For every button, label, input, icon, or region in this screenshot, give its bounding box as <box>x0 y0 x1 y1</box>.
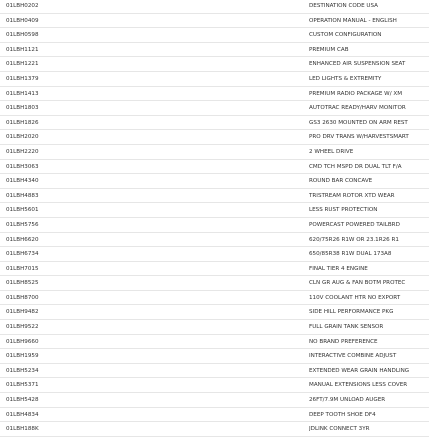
table-row <box>0 349 429 364</box>
table-row <box>0 247 429 262</box>
table-row <box>0 145 429 160</box>
option-description: AUTOTRAC READY/HARV MONITOR <box>309 105 406 112</box>
option-code: 01LBH0409 <box>6 17 39 24</box>
table-row <box>0 101 429 116</box>
option-code: 01LBH0598 <box>6 32 39 39</box>
table-row <box>0 28 429 43</box>
table-row <box>0 160 429 175</box>
option-code: 01LBH2220 <box>6 148 39 155</box>
table-row <box>0 87 429 102</box>
option-code: 01LBH6734 <box>6 251 39 258</box>
table-row <box>0 364 429 379</box>
option-code: 01LBH8700 <box>6 294 39 301</box>
option-code: 01LBH5428 <box>6 397 39 404</box>
option-description: CMD TCH MSPD DR DUAL TLT F/A <box>309 163 402 170</box>
option-description: TRISTREAM ROTOR XTD WEAR <box>309 192 395 199</box>
option-code: 01LBH4834 <box>6 411 39 418</box>
option-code: 01LBH9660 <box>6 338 39 345</box>
option-description: CUSTOM CONFIGURATION <box>309 32 382 39</box>
option-code: 01LBH5371 <box>6 382 39 389</box>
table-row <box>0 305 429 320</box>
option-description: 2 WHEEL DRIVE <box>309 148 354 155</box>
option-code: 01LBH1413 <box>6 90 39 97</box>
option-description: PRO DRV TRANS W/HARVESTSMART <box>309 134 409 141</box>
table-row <box>0 203 429 218</box>
table-row <box>0 378 429 393</box>
table-row <box>0 276 429 291</box>
table-row <box>0 320 429 335</box>
option-description: LESS RUST PROTECTION <box>309 207 378 214</box>
option-description: JDLINK CONNECT 3YR <box>309 426 370 433</box>
table-row <box>0 408 429 423</box>
table-row <box>0 233 429 248</box>
option-description: EXTENDED WEAR GRAIN HANDLING <box>309 367 410 374</box>
option-description: DESTINATION CODE USA <box>309 3 378 9</box>
table-row <box>0 130 429 145</box>
option-description: INTERACTIVE COMBINE ADJUST <box>309 353 397 360</box>
option-description: POWERCAST POWERED TAILBRD <box>309 221 400 228</box>
option-code: 01LBH2020 <box>6 134 39 141</box>
option-description: 26FT/7.9M UNLOAD AUGER <box>309 397 386 404</box>
option-description: 650/85R38 R1W DUAL 173A8 <box>309 251 392 258</box>
option-description: DEEP TOOTH SHOE DF4 <box>309 411 376 418</box>
option-description: OPERATION MANUAL - ENGLISH <box>309 17 397 24</box>
option-description: 110V COOLANT HTR NO EXPORT <box>309 294 401 301</box>
option-description: PREMIUM CAB <box>309 46 349 53</box>
option-description: GS3 2630 MOUNTED ON ARM REST <box>309 119 408 126</box>
option-description: SIDE HILL PERFORMANCE PKG <box>309 309 394 316</box>
option-code: 01LBH6620 <box>6 236 39 243</box>
table-row <box>0 422 429 437</box>
table-row <box>0 291 429 306</box>
table-row <box>0 335 429 350</box>
option-description: CLN GR AUG & FAN BOTM PROTEC <box>309 280 406 287</box>
option-code: 01LBH7015 <box>6 265 39 272</box>
table-row <box>0 262 429 277</box>
table-row <box>0 393 429 408</box>
option-description: ENHANCED AIR SUSPENSION SEAT <box>309 61 406 68</box>
option-description: FINAL TIER 4 ENGINE <box>309 265 368 272</box>
table-row <box>0 14 429 29</box>
table-row <box>0 218 429 233</box>
table-row <box>0 0 429 14</box>
option-code: 01LBH4883 <box>6 192 39 199</box>
option-code: 01LBH1803 <box>6 105 39 112</box>
option-code: 01LBH4340 <box>6 178 39 185</box>
table-row <box>0 57 429 72</box>
option-code: 01LBH1826 <box>6 119 39 126</box>
option-code: 01LBH1221 <box>6 61 39 68</box>
option-description: ROUND BAR CONCAVE <box>309 178 373 185</box>
option-description: LED LIGHTS & EXTREMITY <box>309 75 382 82</box>
option-code: 01LBH8525 <box>6 280 39 287</box>
option-description: MANUAL EXTENSIONS LESS COVER <box>309 382 408 389</box>
option-code: 01LBH9482 <box>6 309 39 316</box>
option-code: 01LBH5756 <box>6 221 39 228</box>
table-row <box>0 43 429 58</box>
option-description: FULL GRAIN TANK SENSOR <box>309 324 384 331</box>
table-row <box>0 72 429 87</box>
option-code: 01LBH1959 <box>6 353 39 360</box>
option-description: PREMIUM RADIO PACKAGE W/ XM <box>309 90 403 97</box>
option-code: 01LBH1379 <box>6 75 39 82</box>
table-row <box>0 189 429 204</box>
table-row <box>0 174 429 189</box>
option-code: 01LBH1121 <box>6 46 39 53</box>
option-description: NO BRAND PREFERENCE <box>309 338 378 345</box>
option-description: 620/75R26 R1W OR 23.1R26 R1 <box>309 236 399 243</box>
option-code: 01LBH5601 <box>6 207 39 214</box>
option-code: 01LBH9522 <box>6 324 39 331</box>
table-row <box>0 116 429 131</box>
option-code: 01LBH5234 <box>6 367 39 374</box>
option-code: 01LBH188K <box>6 426 39 433</box>
option-code: 01LBH0202 <box>6 3 39 9</box>
option-code: 01LBH3063 <box>6 163 39 170</box>
